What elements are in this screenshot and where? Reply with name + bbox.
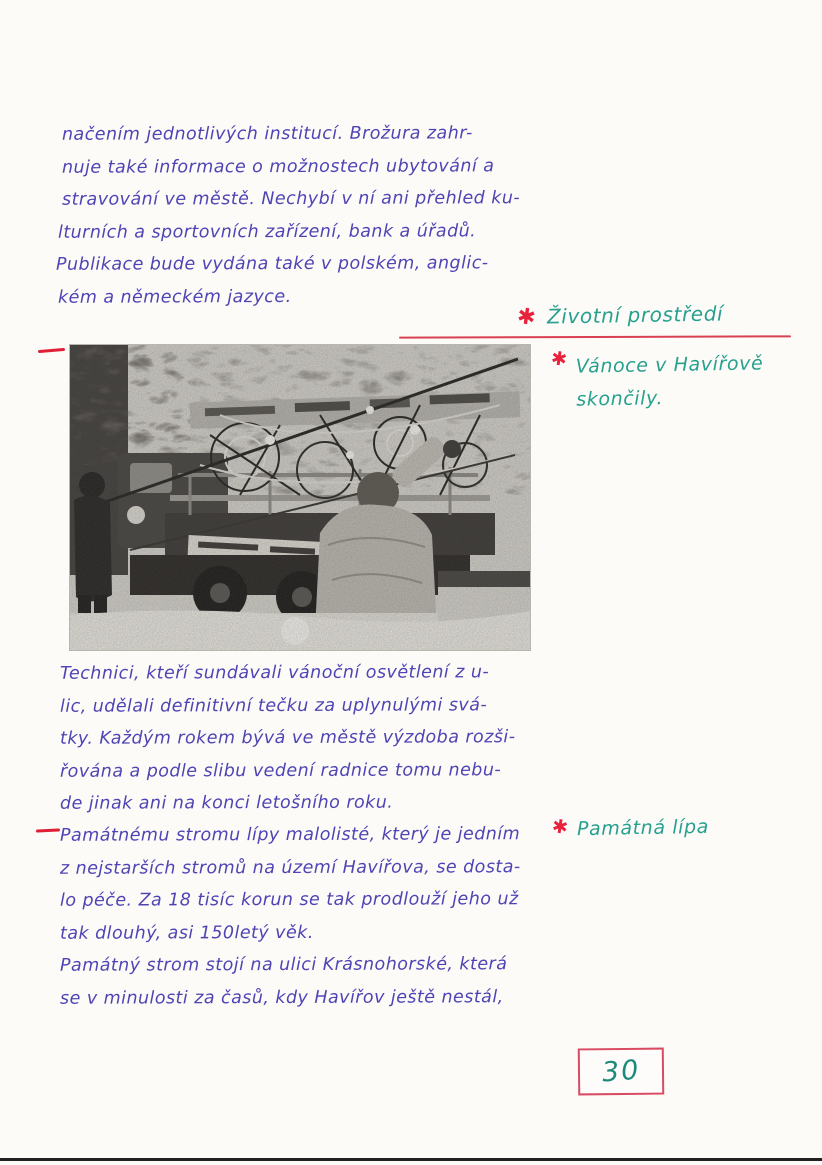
text-line: nuje také informace o možnostech ubytování a [61,155,495,178]
halftone-grain [70,345,530,650]
text-line: řována a podle slibu vedení radnice tomu nebu- [59,759,502,782]
text-line: Publikace bude vydána také v polském, anglic- [55,253,489,275]
text-line: se v minulosti za časů, kdy Havířov ještě nestál, [59,986,504,1009]
text-line: lic, udělali definitivní tečku za uplynulými svá- [59,694,488,717]
star-mark-icon: ✱ [550,815,570,840]
paragraph-brochure [55,118,521,313]
star-mark-icon: ✱ [549,347,569,372]
text-line: lturních a sportovních zařízení, bank a úřadů. [57,220,477,243]
text-line: kém a německém jazyce. [57,286,292,308]
annotation-topic: Životní prostředí [546,301,724,329]
annotation-line: skončily. [576,387,664,411]
photo-illustration [70,345,530,650]
annotation-line: Vánoce v Havířově [575,352,764,378]
page-number: 30 [600,1054,642,1089]
red-margin-dash [38,348,65,353]
red-margin-dash [36,828,60,832]
text-line: tak dlouhý, asi 150letý věk. [59,922,314,944]
text-line: tky. Každým rokem bývá ve městě výzdoba rozši- [59,727,516,749]
paragraph-technicians [60,657,515,820]
annotation-christmas [575,347,764,416]
photo-christmas-truck [70,345,530,650]
text-line: z nejstarších stromů na území Havířova, se dosta- [59,856,521,879]
text-line: de jinak ani na konci letošního roku. [59,792,394,814]
page-number-box [578,1048,664,1096]
text-line: načením jednotlivých institucí. Brožura zahr- [61,123,473,145]
paragraph-lipa [60,819,521,949]
scan-bottom-edge [0,1158,822,1161]
text-line: stravování ve městě. Nechybí v ní ani přehled ku- [61,188,521,210]
text-line: Památný strom stojí na ulici Krásnohorské, která [59,954,508,976]
text-line: Technici, kteří sundávali vánoční osvětlení z u- [59,662,490,684]
paragraph-tree-street [60,949,507,1014]
text-line: Památnému stromu lípy malolisté, který je jedním [59,824,521,846]
annotation-lipa: Památná lípa [576,815,710,841]
text-line: lo péče. Za 18 tisíc korun se tak prodlouží jeho už [59,889,519,911]
red-underline [399,335,791,338]
star-mark-icon: ✱ [515,303,538,332]
